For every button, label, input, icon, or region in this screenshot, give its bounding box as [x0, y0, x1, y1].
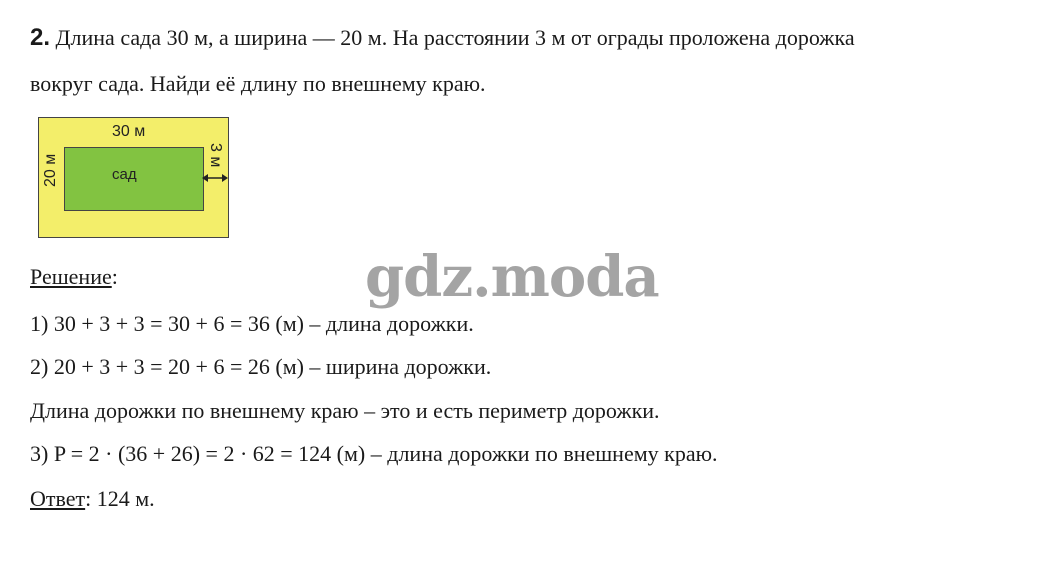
- double-arrow-icon: [202, 172, 228, 184]
- solution-step-1: 1) 30 + 3 + 3 = 30 + 6 = 36 (м) – длина дорожки.: [30, 311, 474, 336]
- garden-label: сад: [112, 166, 137, 183]
- width-label: 20 м: [42, 153, 59, 187]
- problem-statement-line-2: [30, 71, 486, 97]
- solution-step-3: 3) P = 2 · (36 + 26) = 2 · 62 = 124 (м) – длина дорожки по внешнему краю.: [30, 441, 718, 466]
- answer-value: : 124 м.: [85, 486, 155, 511]
- answer-line: [30, 486, 155, 512]
- watermark-logo: gdz.moda: [365, 244, 659, 310]
- problem-number: 2.: [30, 24, 51, 51]
- problem-statement-line-1: [30, 24, 855, 52]
- solution-note: Длина дорожки по внешнему краю – это и есть периметр дорожки.: [30, 398, 660, 423]
- length-label: 30 м: [112, 123, 146, 140]
- answer-label: Ответ: [30, 486, 86, 511]
- solution-step-2: 2) 20 + 3 + 3 = 20 + 6 = 26 (м) – ширина дорожки.: [30, 354, 492, 379]
- problem-text-1: Длина сада 30 м, а ширина — 20 м. На расстоянии 3 м от ограды проложена дорожка: [55, 25, 855, 50]
- problem-text-2: вокруг сада. Найди её длину по внешнему краю.: [30, 71, 486, 96]
- solution-heading: [30, 264, 118, 290]
- garden-diagram: [38, 117, 231, 241]
- solution-heading-colon: :: [111, 264, 118, 289]
- solution-heading-label: Решение: [30, 264, 112, 289]
- gap-label: 3 м: [207, 143, 224, 168]
